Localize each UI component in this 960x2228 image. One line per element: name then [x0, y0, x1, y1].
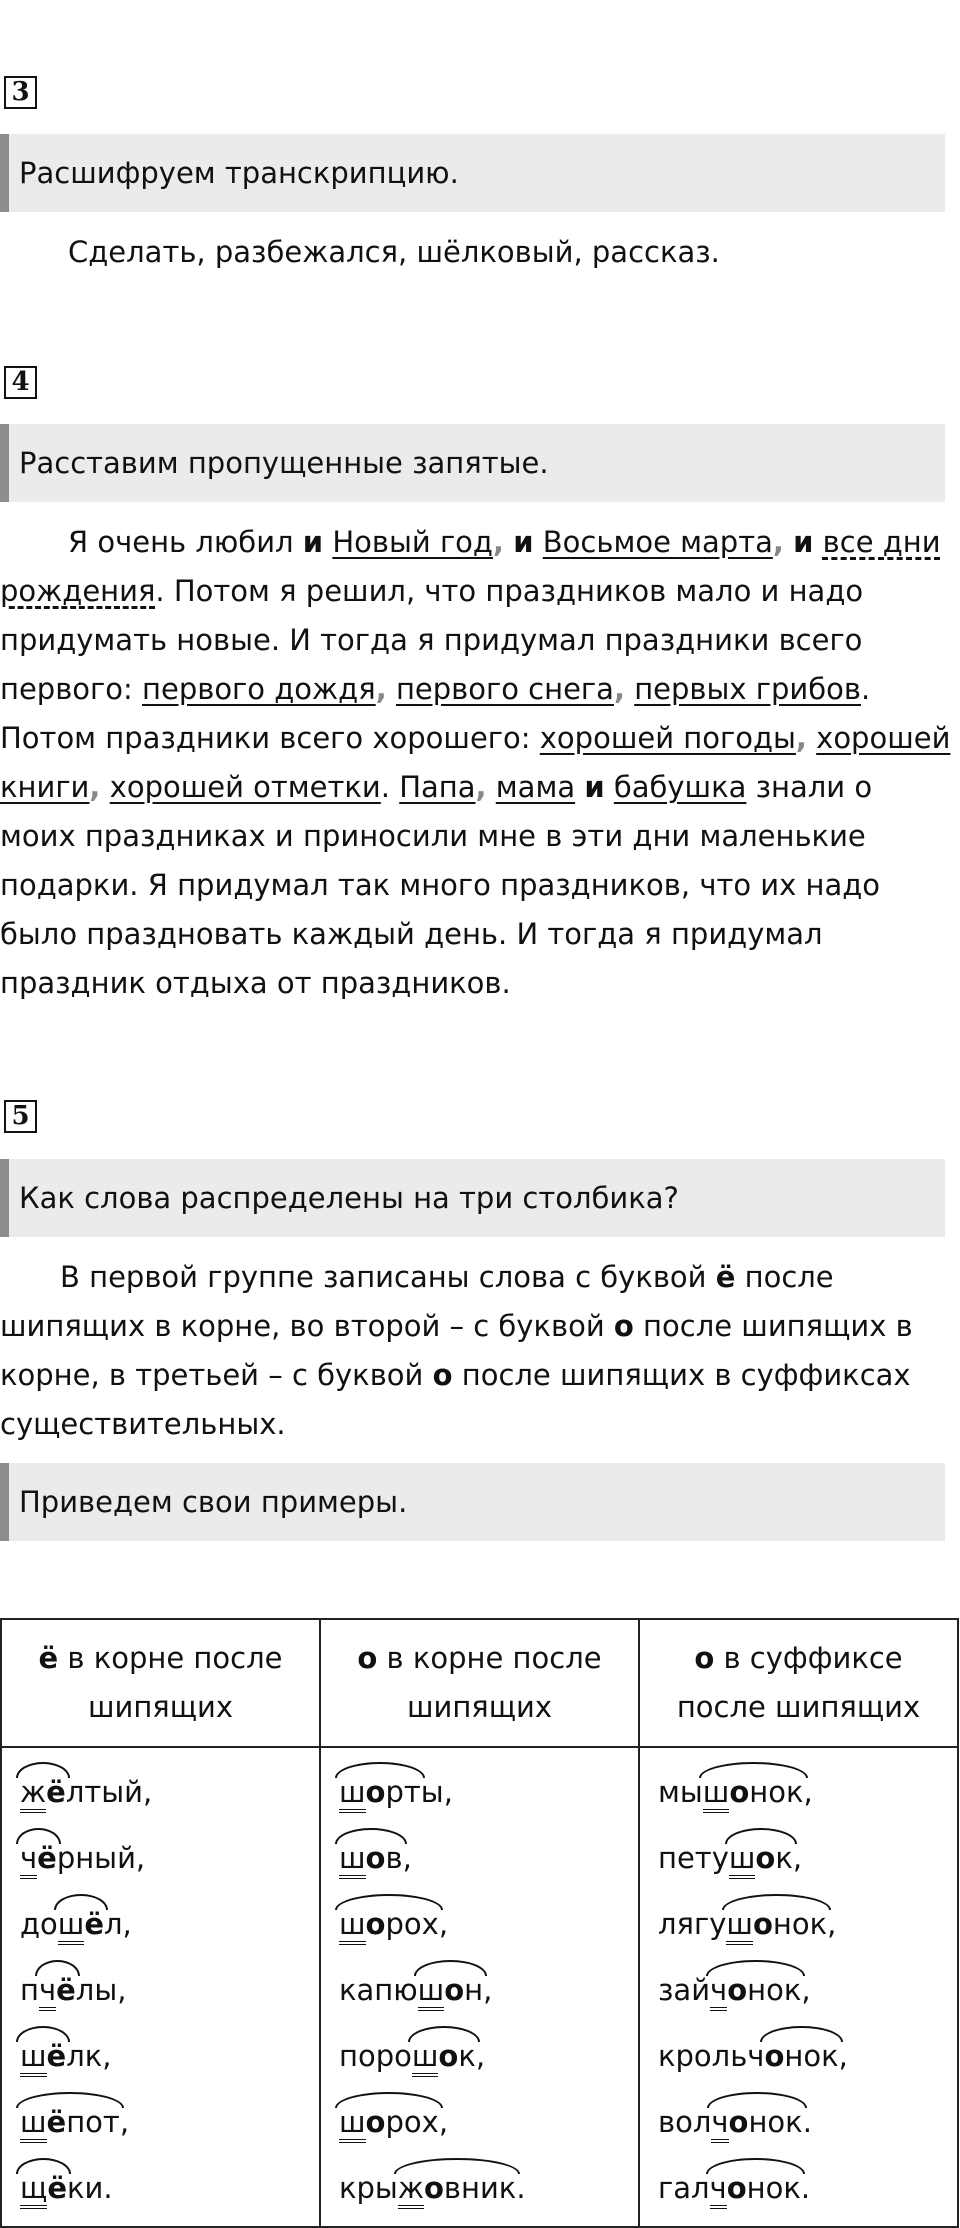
- examples-table: [0, 1618, 959, 2228]
- task-heading: Расшифруем транскрипцию.: [0, 134, 945, 212]
- example-word: крольчонок,: [658, 2028, 957, 2094]
- example-word: волчонок.: [658, 2094, 957, 2160]
- example-word: дошёл,: [20, 1896, 319, 1962]
- example-word: шорох,: [339, 2094, 638, 2160]
- example-word: порошок,: [339, 2028, 638, 2094]
- column-cell: [639, 1747, 958, 2227]
- answer-paragraph: Я очень любил и Новый год, и Восьмое марта, и все дни рождения. Потом я решил, что праздников мало и надо придумать новые. И тогда я придумал праздники всего первого: первого дождя, первого снега, первых грибов. Потом праздники всего хорошего: хорошей погоды, хорошей книги, хорошей отметки. Папа, мама и бабушка знали о моих праздниках и приносили мне в эти дни маленькие подарки. Я придумал так много праздников, что их надо было праздновать каждый день. И тогда я придумал праздник отдыха от праздников.: [0, 525, 951, 1000]
- column-header: о в корне после шипящих: [320, 1619, 639, 1747]
- example-word: крыжовник.: [339, 2160, 638, 2226]
- example-word: чёрный,: [20, 1830, 319, 1896]
- example-word: галчонок.: [658, 2160, 957, 2226]
- example-word: шёпот,: [20, 2094, 319, 2160]
- answer-paragraph: В первой группе записаны слова с буквой ё после шипящих в корне, во второй – с буквой о после шипящих в корне, в третьей – с буквой о после шипящих в суффиксах существительных.: [0, 1260, 913, 1441]
- example-word: жёлтый,: [20, 1764, 319, 1830]
- example-word: шов,: [339, 1830, 638, 1896]
- task-heading: Расставим пропущенные запятые.: [0, 424, 945, 502]
- task-heading: Приведем свои примеры.: [0, 1463, 945, 1541]
- column-cell: [1, 1747, 320, 2227]
- example-word: пчёлы,: [20, 1962, 319, 2028]
- column-header: о в суффиксе после шипящих: [639, 1619, 958, 1747]
- example-word: лягушонок,: [658, 1896, 957, 1962]
- column-header: ё в корне после шипящих: [1, 1619, 320, 1747]
- example-word: капюшон,: [339, 1962, 638, 2028]
- example-word: зайчонок,: [658, 1962, 957, 2028]
- example-word: мышонок,: [658, 1764, 957, 1830]
- answer-paragraph: Сделать, разбежался, шёлковый, рассказ.: [68, 235, 720, 269]
- example-word: щёки.: [20, 2160, 319, 2226]
- task-heading: Как слова распределены на три столбика?: [0, 1159, 945, 1237]
- example-word: шорты,: [339, 1764, 638, 1830]
- example-word: петушок,: [658, 1830, 957, 1896]
- example-word: шорох,: [339, 1896, 638, 1962]
- task-number: 3: [4, 76, 37, 109]
- task-number: 4: [4, 366, 37, 399]
- example-word: шёлк,: [20, 2028, 319, 2094]
- task-number: 5: [4, 1100, 37, 1133]
- column-cell: [320, 1747, 639, 2227]
